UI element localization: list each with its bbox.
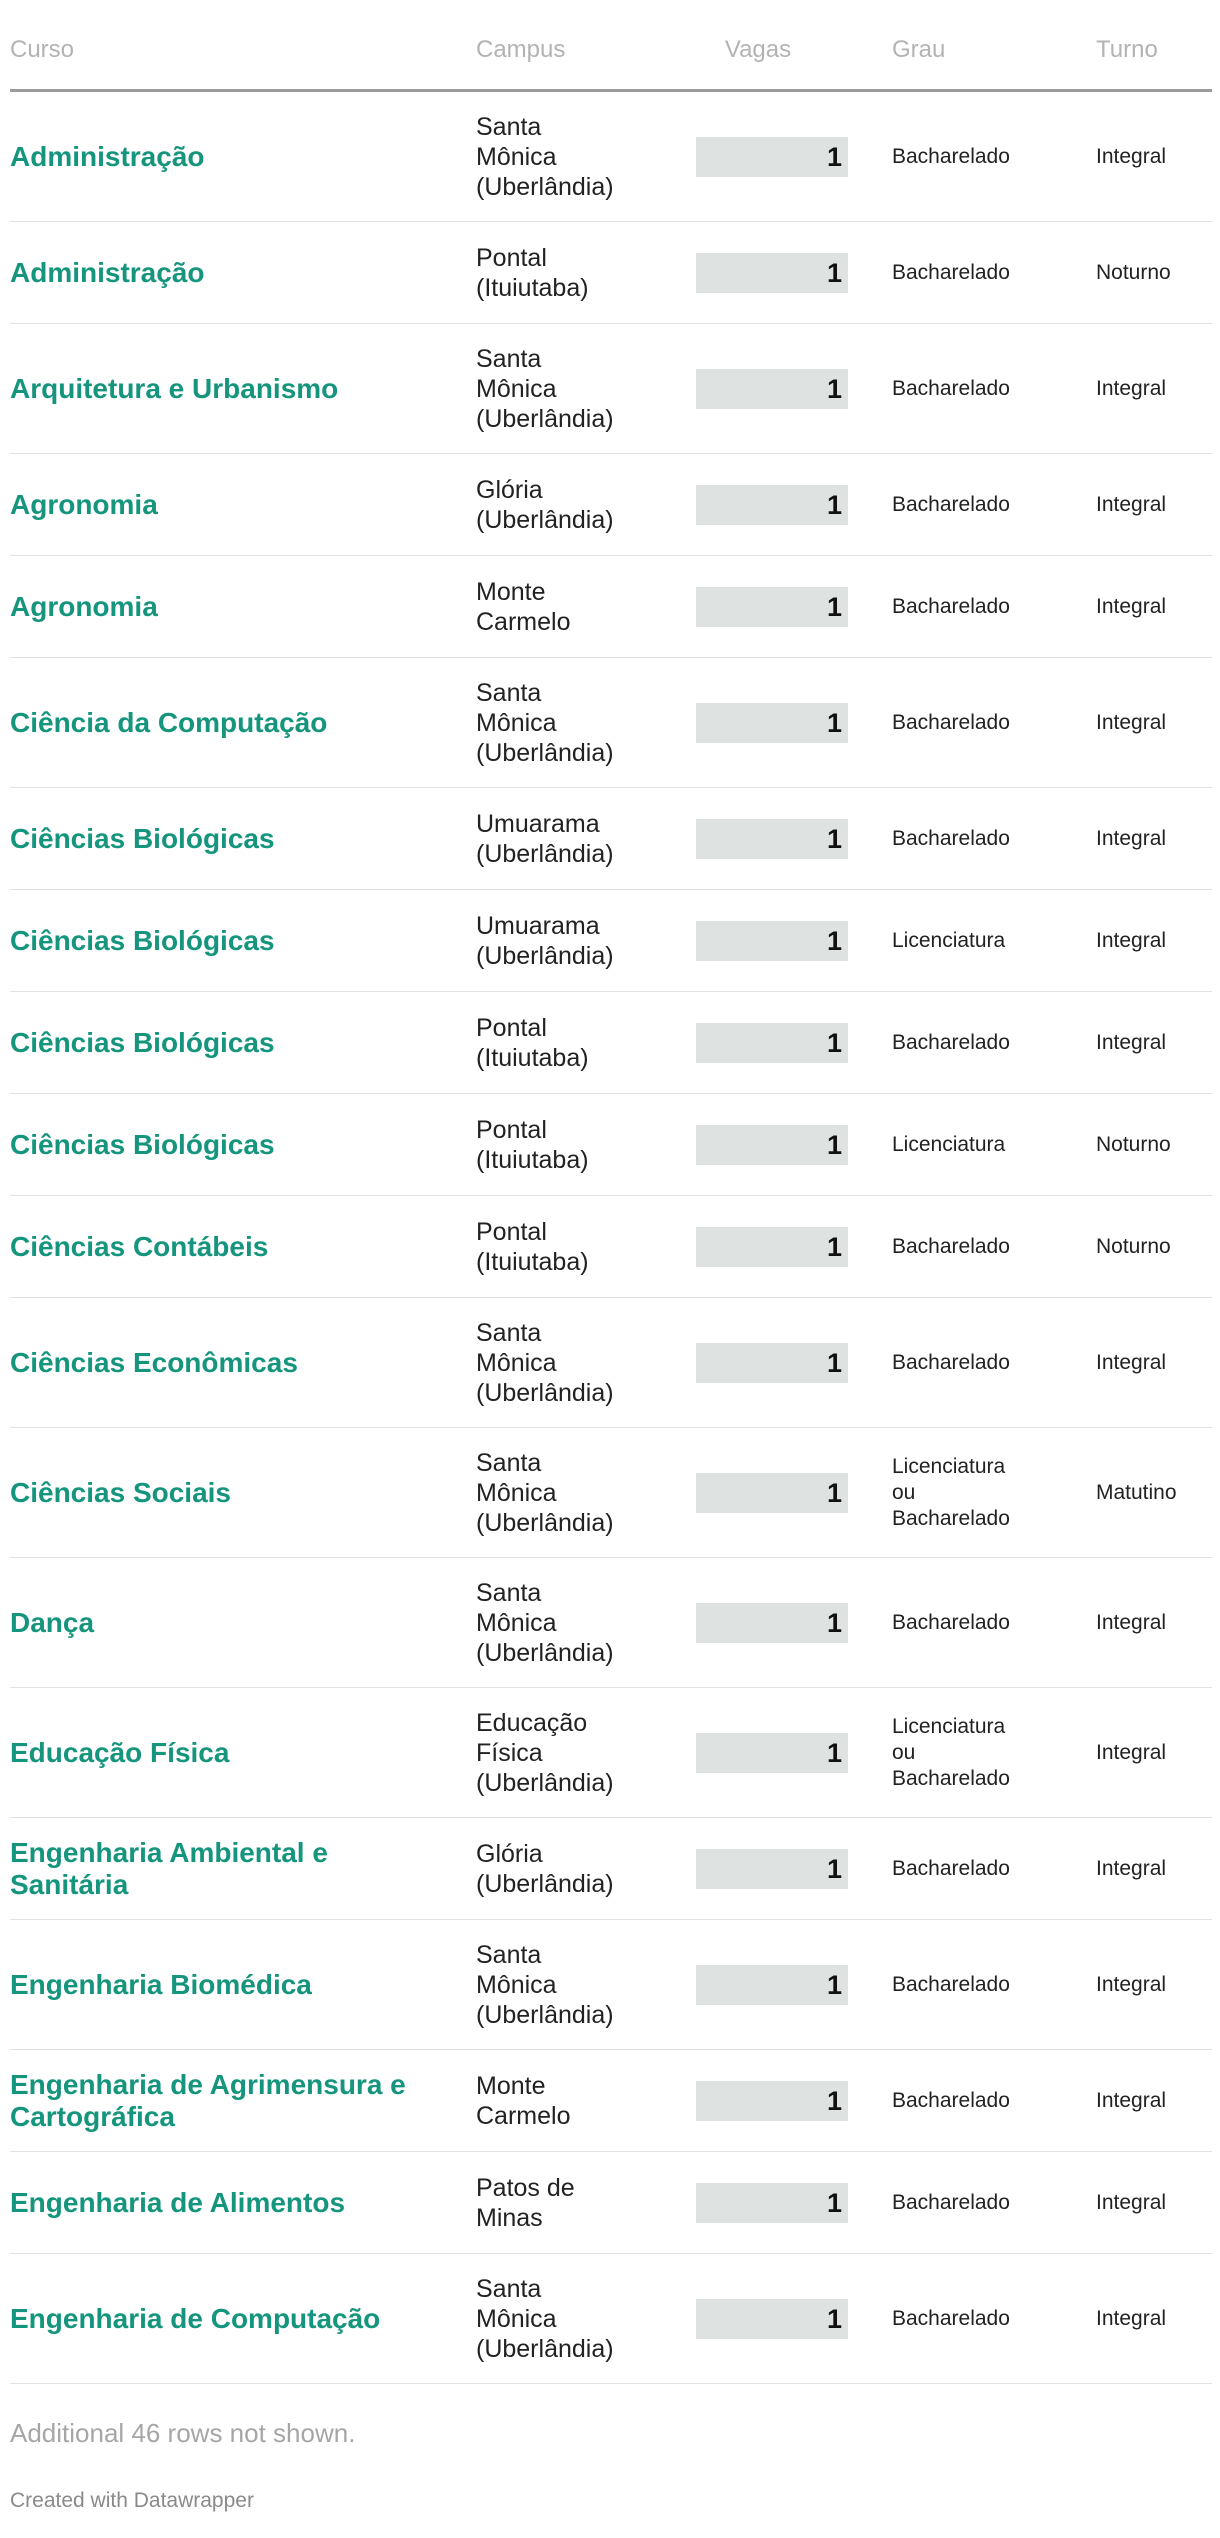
vagas-bar xyxy=(696,1023,848,1063)
campus-line: (Uberlândia) xyxy=(476,1869,614,1898)
campus-line: (Uberlândia) xyxy=(476,1638,614,1667)
grau-line: Bacharelado xyxy=(892,1030,1010,1054)
vagas-bar-track xyxy=(696,485,848,525)
cell-vagas xyxy=(684,253,892,293)
grau-line: Bacharelado xyxy=(892,1610,1010,1634)
vagas-bar-track xyxy=(696,1473,848,1513)
cell-campus xyxy=(476,344,684,434)
grau-line: Bacharelado xyxy=(892,1766,1010,1790)
vagas-value: 1 xyxy=(826,925,842,956)
datawrapper-table-container xyxy=(10,0,1220,2513)
vagas-value: 1 xyxy=(826,1969,842,2000)
cell-curso xyxy=(10,373,476,405)
table-row xyxy=(10,1298,1212,1428)
table-row xyxy=(10,556,1212,658)
campus-line: (Uberlândia) xyxy=(476,738,614,767)
table-row xyxy=(10,992,1212,1094)
cell-campus xyxy=(476,1115,684,1175)
cell-campus xyxy=(476,1217,684,1277)
campus-line: Patos de xyxy=(476,2173,575,2202)
cell-vagas xyxy=(684,703,892,743)
cell-campus xyxy=(476,475,684,535)
curso-name: Engenharia de Alimentos xyxy=(10,2186,346,2218)
grau-line: Bacharelado xyxy=(892,594,1010,618)
cell-turno: Integral xyxy=(1096,1856,1167,1880)
curso-name: Administração xyxy=(10,256,205,288)
vagas-bar xyxy=(696,137,848,177)
cell-turno: Matutino xyxy=(1096,1480,1177,1504)
cell-grau xyxy=(892,710,1096,736)
campus-line: Monte xyxy=(476,577,546,606)
vagas-bar xyxy=(696,1733,848,1773)
curso-name: Administração xyxy=(10,140,205,172)
header-turno[interactable]: Turno xyxy=(1096,35,1158,63)
credit-line: Created with Datawrapper xyxy=(10,2489,254,2512)
cell-grau xyxy=(892,376,1096,402)
curso-name: Ciências Biológicas xyxy=(10,924,275,956)
vagas-bar-track xyxy=(696,369,848,409)
grau-line: Licenciatura xyxy=(892,1454,1006,1478)
curso-name: Dança xyxy=(10,1606,95,1638)
vagas-value: 1 xyxy=(826,2303,842,2334)
cell-curso xyxy=(10,707,476,739)
table-row xyxy=(10,2152,1212,2254)
vagas-value: 1 xyxy=(826,823,842,854)
campus-line: Pontal xyxy=(476,243,547,272)
courses-table xyxy=(10,0,1212,2384)
cell-vagas xyxy=(684,137,892,177)
cell-turno: Integral xyxy=(1096,492,1167,516)
table-row xyxy=(10,1818,1212,1920)
cell-grau xyxy=(892,928,1096,954)
grau-line: Bacharelado xyxy=(892,1856,1010,1880)
vagas-bar xyxy=(696,1473,848,1513)
cell-grau xyxy=(892,1714,1096,1792)
grau-line: Bacharelado xyxy=(892,260,1010,284)
cell-curso xyxy=(10,1477,476,1509)
cell-curso xyxy=(10,141,476,173)
grau-line: Licenciatura xyxy=(892,1132,1006,1156)
cell-grau xyxy=(892,2088,1096,2114)
campus-line: Santa xyxy=(476,112,542,141)
cell-vagas xyxy=(684,1343,892,1383)
vagas-bar xyxy=(696,485,848,525)
grau-line: Bacharelado xyxy=(892,2306,1010,2330)
table-row xyxy=(10,454,1212,556)
cell-grau xyxy=(892,1350,1096,1376)
campus-line: Santa xyxy=(476,1318,542,1347)
cell-campus xyxy=(476,809,684,869)
cell-turno: Integral xyxy=(1096,1030,1167,1054)
table-row xyxy=(10,1428,1212,1558)
cell-curso xyxy=(10,257,476,289)
vagas-bar xyxy=(696,1227,848,1267)
cell-turno: Integral xyxy=(1096,1350,1167,1374)
cell-vagas xyxy=(684,1227,892,1267)
cell-campus xyxy=(476,1578,684,1668)
cell-campus xyxy=(476,2274,684,2364)
campus-line: (Uberlândia) xyxy=(476,172,614,201)
cell-turno: Integral xyxy=(1096,1610,1167,1634)
vagas-bar-track xyxy=(696,921,848,961)
campus-line: (Uberlândia) xyxy=(476,404,614,433)
cell-campus xyxy=(476,243,684,303)
grau-line: Bacharelado xyxy=(892,1350,1010,1374)
cell-curso xyxy=(10,2069,476,2133)
curso-name: Arquitetura e Urbanismo xyxy=(10,372,339,404)
table-row xyxy=(10,324,1212,454)
grau-line: Bacharelado xyxy=(892,826,1010,850)
campus-line: (Ituiutaba) xyxy=(476,1043,589,1072)
cell-vagas xyxy=(684,1473,892,1513)
grau-line: Bacharelado xyxy=(892,1972,1010,1996)
cell-curso xyxy=(10,591,476,623)
cell-curso xyxy=(10,1027,476,1059)
header-curso[interactable]: Curso xyxy=(10,35,75,63)
cell-vagas xyxy=(684,2081,892,2121)
cell-vagas xyxy=(684,1733,892,1773)
cell-turno: Noturno xyxy=(1096,260,1171,284)
vagas-bar-track xyxy=(696,1125,848,1165)
campus-line: Pontal xyxy=(476,1013,547,1042)
cell-vagas xyxy=(684,369,892,409)
vagas-bar-track xyxy=(696,1733,848,1773)
grau-line: Bacharelado xyxy=(892,2190,1010,2214)
campus-line: Glória xyxy=(476,1839,543,1868)
campus-line: Mônica xyxy=(476,374,557,403)
cell-grau xyxy=(892,144,1096,170)
vagas-value: 1 xyxy=(826,1129,842,1160)
vagas-bar-track xyxy=(696,1227,848,1267)
cell-curso xyxy=(10,1969,476,2001)
curso-name: Engenharia Biomédica xyxy=(10,1968,312,2000)
table-row xyxy=(10,1688,1212,1818)
campus-line: Glória xyxy=(476,475,543,504)
table-row xyxy=(10,1558,1212,1688)
cell-vagas xyxy=(684,1965,892,2005)
curso-name: Engenharia Ambiental e xyxy=(10,1836,328,1868)
vagas-bar xyxy=(696,819,848,859)
cell-curso xyxy=(10,489,476,521)
cell-grau xyxy=(892,1972,1096,1998)
curso-name: Agronomia xyxy=(10,488,158,520)
cell-vagas xyxy=(684,587,892,627)
vagas-value: 1 xyxy=(826,141,842,172)
cell-grau xyxy=(892,2190,1096,2216)
vagas-value: 1 xyxy=(826,373,842,404)
vagas-bar-track xyxy=(696,819,848,859)
cell-vagas xyxy=(684,921,892,961)
curso-name: Ciência da Computação xyxy=(10,706,328,738)
vagas-bar xyxy=(696,2081,848,2121)
cell-vagas xyxy=(684,485,892,525)
cell-curso xyxy=(10,1737,476,1769)
cell-campus xyxy=(476,1318,684,1408)
grau-line: Bacharelado xyxy=(892,492,1010,516)
grau-line: Bacharelado xyxy=(892,2088,1010,2112)
cell-grau xyxy=(892,492,1096,518)
campus-line: (Uberlândia) xyxy=(476,1378,614,1407)
cell-curso xyxy=(10,1607,476,1639)
table-row xyxy=(10,1094,1212,1196)
cell-grau xyxy=(892,1610,1096,1636)
table-row xyxy=(10,2050,1212,2152)
table-row xyxy=(10,222,1212,324)
cell-turno: Integral xyxy=(1096,928,1167,952)
cell-curso xyxy=(10,1837,476,1901)
cell-turno: Integral xyxy=(1096,2190,1167,2214)
table-row xyxy=(10,1920,1212,2050)
vagas-bar-track xyxy=(696,703,848,743)
campus-line: (Uberlândia) xyxy=(476,2334,614,2363)
table-row xyxy=(10,890,1212,992)
cell-campus xyxy=(476,1940,684,2030)
curso-name: Sanitária xyxy=(10,1868,129,1900)
vagas-bar xyxy=(696,1965,848,2005)
grau-line: Bacharelado xyxy=(892,1506,1010,1530)
campus-line: (Uberlândia) xyxy=(476,941,614,970)
campus-line: Minas xyxy=(476,2203,543,2232)
table-notes: Additional 46 rows not shown. xyxy=(10,2418,356,2448)
cell-vagas xyxy=(684,2299,892,2339)
curso-name: Ciências Contábeis xyxy=(10,1230,269,1262)
cell-turno: Noturno xyxy=(1096,1132,1171,1156)
curso-name: Ciências Econômicas xyxy=(10,1346,298,1378)
vagas-value: 1 xyxy=(826,489,842,520)
table-header xyxy=(10,0,1212,92)
cell-turno: Integral xyxy=(1096,594,1167,618)
cell-campus xyxy=(476,2071,684,2131)
cell-vagas xyxy=(684,1603,892,1643)
grau-line: Licenciatura xyxy=(892,1714,1006,1738)
table-row xyxy=(10,788,1212,890)
cell-grau xyxy=(892,1234,1096,1260)
vagas-value: 1 xyxy=(826,1231,842,1262)
vagas-value: 1 xyxy=(826,2187,842,2218)
vagas-value: 1 xyxy=(826,2085,842,2116)
vagas-bar xyxy=(696,1849,848,1889)
vagas-bar-track xyxy=(696,1603,848,1643)
campus-line: (Ituiutaba) xyxy=(476,273,589,302)
cell-campus xyxy=(476,1013,684,1073)
vagas-bar-track xyxy=(696,253,848,293)
vagas-bar xyxy=(696,1343,848,1383)
vagas-bar xyxy=(696,2183,848,2223)
vagas-value: 1 xyxy=(826,1477,842,1508)
campus-line: (Uberlândia) xyxy=(476,505,614,534)
grau-line: Bacharelado xyxy=(892,376,1010,400)
cell-turno: Integral xyxy=(1096,2306,1167,2330)
campus-line: Mônica xyxy=(476,708,557,737)
campus-line: Pontal xyxy=(476,1115,547,1144)
curso-name: Ciências Biológicas xyxy=(10,1026,275,1058)
vagas-value: 1 xyxy=(826,1347,842,1378)
cell-campus xyxy=(476,2173,684,2233)
cell-vagas xyxy=(684,1849,892,1889)
cell-campus xyxy=(476,1708,684,1798)
table-row xyxy=(10,2254,1212,2384)
vagas-bar-track xyxy=(696,2183,848,2223)
cell-curso xyxy=(10,2187,476,2219)
campus-line: Mônica xyxy=(476,1348,557,1377)
vagas-bar xyxy=(696,369,848,409)
vagas-bar-track xyxy=(696,2081,848,2121)
cell-vagas xyxy=(684,819,892,859)
cell-turno: Integral xyxy=(1096,144,1167,168)
vagas-bar-track xyxy=(696,137,848,177)
campus-line: Santa xyxy=(476,344,542,373)
campus-line: (Uberlândia) xyxy=(476,839,614,868)
cell-vagas xyxy=(684,1125,892,1165)
campus-line: Santa xyxy=(476,1940,542,1969)
vagas-bar xyxy=(696,1603,848,1643)
cell-curso xyxy=(10,823,476,855)
campus-line: Mônica xyxy=(476,1608,557,1637)
cell-curso xyxy=(10,1347,476,1379)
campus-line: (Uberlândia) xyxy=(476,1768,614,1797)
vagas-bar xyxy=(696,587,848,627)
campus-line: Mônica xyxy=(476,2304,557,2333)
cell-grau xyxy=(892,1132,1096,1158)
cell-grau xyxy=(892,594,1096,620)
vagas-bar-track xyxy=(696,587,848,627)
campus-line: (Uberlândia) xyxy=(476,1508,614,1537)
vagas-value: 1 xyxy=(826,1737,842,1768)
curso-name: Ciências Sociais xyxy=(10,1476,232,1508)
vagas-bar xyxy=(696,921,848,961)
vagas-bar-track xyxy=(696,1023,848,1063)
cell-turno: Integral xyxy=(1096,2088,1167,2112)
curso-name: Cartográfica xyxy=(10,2100,175,2132)
cell-turno: Integral xyxy=(1096,1740,1167,1764)
grau-line: ou xyxy=(892,1740,916,1764)
cell-grau xyxy=(892,1856,1096,1882)
cell-campus xyxy=(476,678,684,768)
curso-name: Engenharia de Agrimensura e xyxy=(10,2068,406,2100)
campus-line: Pontal xyxy=(476,1217,547,1246)
grau-line: Licenciatura xyxy=(892,928,1006,952)
campus-line: Física xyxy=(476,1738,543,1767)
vagas-value: 1 xyxy=(826,707,842,738)
campus-line: (Ituiutaba) xyxy=(476,1145,589,1174)
vagas-bar-track xyxy=(696,1965,848,2005)
campus-line: Carmelo xyxy=(476,607,571,636)
campus-line: Mônica xyxy=(476,142,557,171)
cell-grau xyxy=(892,2306,1096,2332)
vagas-value: 1 xyxy=(826,1853,842,1884)
cell-campus xyxy=(476,112,684,202)
vagas-bar xyxy=(696,2299,848,2339)
cell-grau xyxy=(892,1030,1096,1056)
cell-campus xyxy=(476,577,684,637)
campus-line: Educação xyxy=(476,1708,588,1737)
campus-line: Santa xyxy=(476,2274,542,2303)
campus-line: Umuarama xyxy=(476,809,600,838)
campus-line: Santa xyxy=(476,1578,542,1607)
cell-curso xyxy=(10,1129,476,1161)
table-row xyxy=(10,1196,1212,1298)
cell-grau xyxy=(892,260,1096,286)
cell-turno: Integral xyxy=(1096,376,1167,400)
table-row xyxy=(10,658,1212,788)
vagas-value: 1 xyxy=(826,1607,842,1638)
grau-line: Bacharelado xyxy=(892,710,1010,734)
grau-line: Bacharelado xyxy=(892,1234,1010,1258)
grau-line: Bacharelado xyxy=(892,144,1010,168)
header-campus[interactable]: Campus xyxy=(476,35,566,63)
curso-name: Educação Física xyxy=(10,1736,230,1768)
campus-line: Mônica xyxy=(476,1970,557,1999)
cell-grau xyxy=(892,826,1096,852)
vagas-bar xyxy=(696,253,848,293)
table-body xyxy=(10,92,1212,2384)
cell-campus xyxy=(476,1448,684,1538)
campus-line: Mônica xyxy=(476,1478,557,1507)
grau-line: ou xyxy=(892,1480,916,1504)
campus-line: Monte xyxy=(476,2071,546,2100)
table-row xyxy=(10,92,1212,222)
cell-vagas xyxy=(684,1023,892,1063)
campus-line: Carmelo xyxy=(476,2101,571,2130)
cell-turno: Integral xyxy=(1096,826,1167,850)
curso-name: Ciências Biológicas xyxy=(10,1128,275,1160)
vagas-bar-track xyxy=(696,1849,848,1889)
cell-turno: Integral xyxy=(1096,710,1167,734)
cell-curso xyxy=(10,1231,476,1263)
curso-name: Agronomia xyxy=(10,590,158,622)
header-grau[interactable]: Grau xyxy=(892,35,946,63)
campus-line: (Uberlândia) xyxy=(476,2000,614,2029)
curso-name: Ciências Biológicas xyxy=(10,822,275,854)
campus-line: Santa xyxy=(476,678,542,707)
cell-curso xyxy=(10,925,476,957)
cell-campus xyxy=(476,911,684,971)
cell-turno: Integral xyxy=(1096,1972,1167,1996)
cell-vagas xyxy=(684,2183,892,2223)
curso-name: Engenharia de Computação xyxy=(10,2302,381,2334)
vagas-value: 1 xyxy=(826,257,842,288)
cell-curso xyxy=(10,2303,476,2335)
vagas-value: 1 xyxy=(826,591,842,622)
vagas-bar-track xyxy=(696,2299,848,2339)
cell-turno: Noturno xyxy=(1096,1234,1171,1258)
campus-line: Umuarama xyxy=(476,911,600,940)
campus-line: Santa xyxy=(476,1448,542,1477)
vagas-bar-track xyxy=(696,1343,848,1383)
header-vagas[interactable]: Vagas xyxy=(724,35,792,63)
cell-grau xyxy=(892,1454,1096,1532)
campus-line: (Ituiutaba) xyxy=(476,1247,589,1276)
vagas-bar xyxy=(696,1125,848,1165)
vagas-bar xyxy=(696,703,848,743)
cell-campus xyxy=(476,1839,684,1899)
vagas-value: 1 xyxy=(826,1027,842,1058)
